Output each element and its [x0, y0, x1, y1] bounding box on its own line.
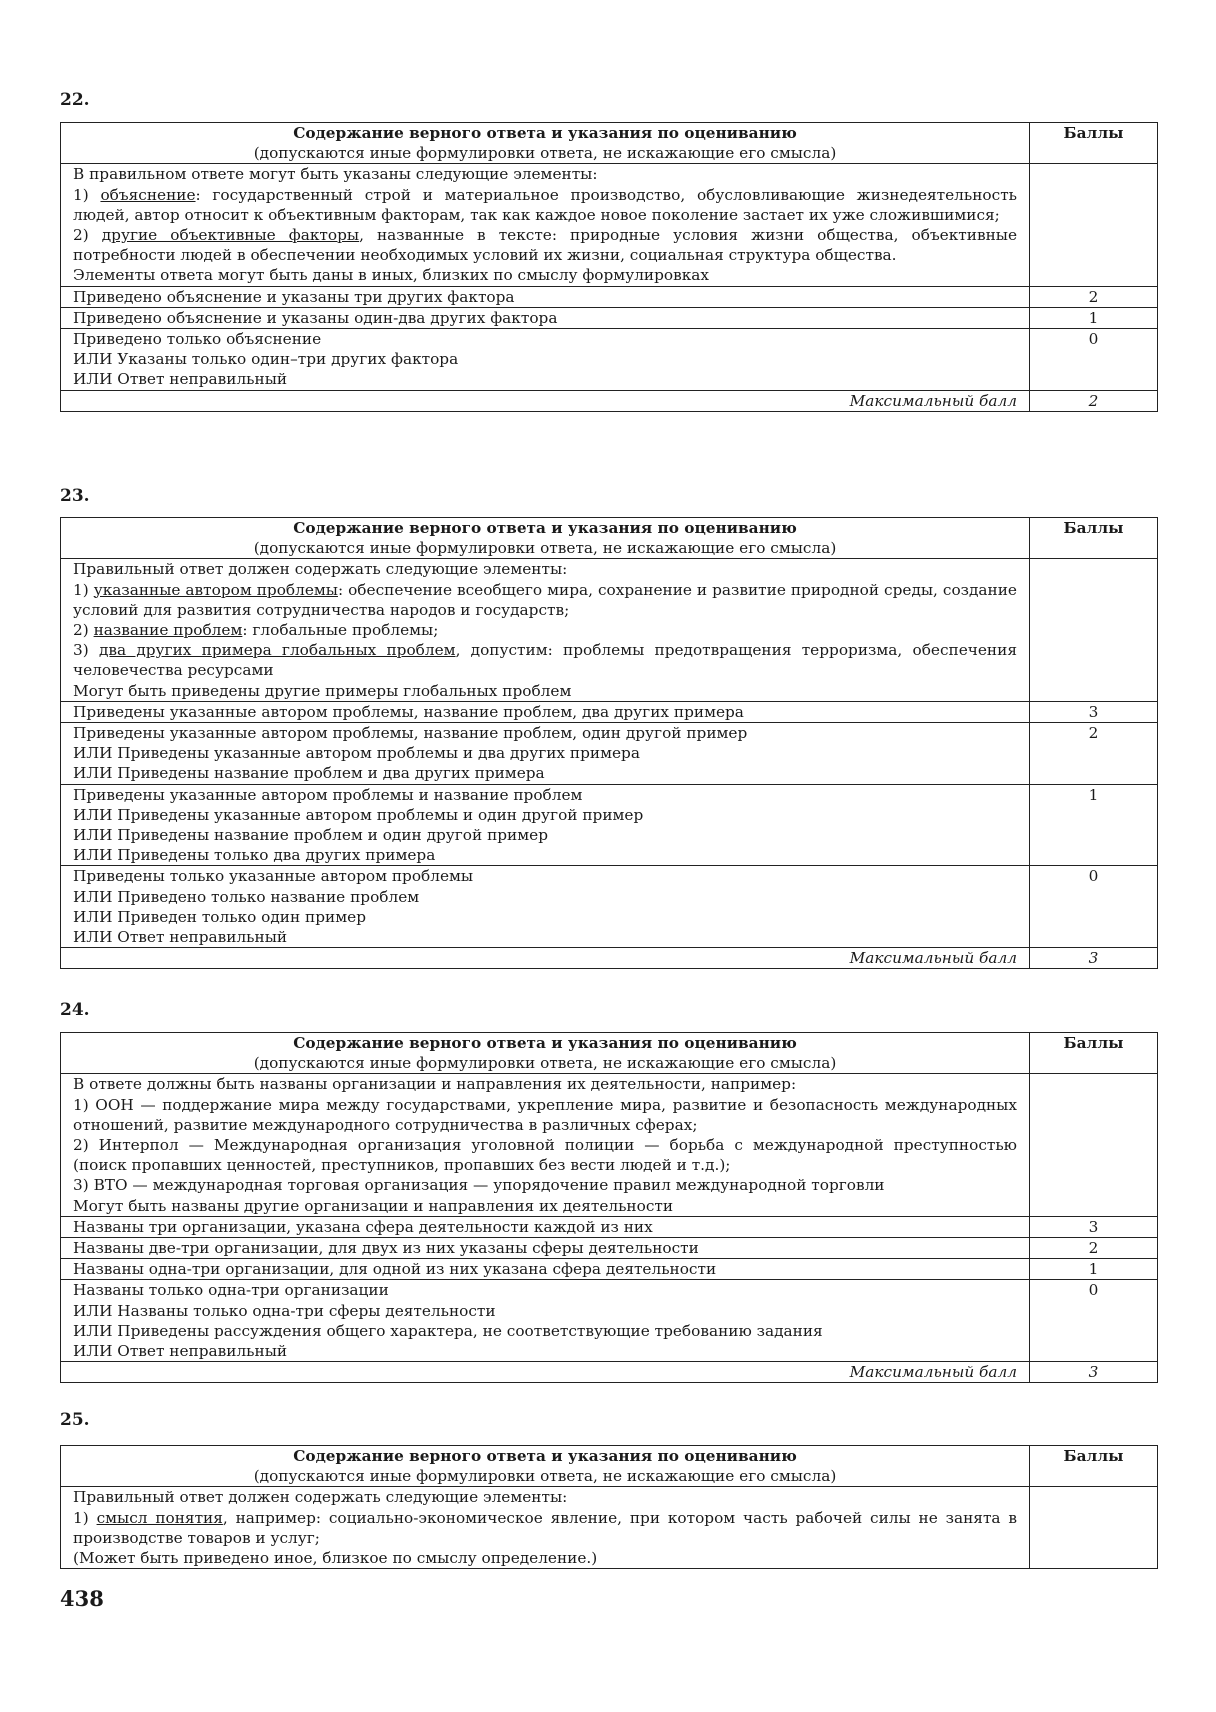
criterion-line: ИЛИ Приведены рассуждения общего характера, не соответствующие требованию задания: [73, 1321, 823, 1340]
criteria-table-22: [60, 122, 1158, 412]
header-main: Содержание верного ответа и указания по оцениванию: [293, 124, 797, 142]
header-sub: (допускаются иные формулировки ответа, не искажающие его смысла): [253, 1467, 837, 1486]
answer-content: [61, 559, 1030, 701]
criterion-row: [61, 866, 1158, 948]
criterion-line: Приведено только объяснение: [73, 330, 322, 349]
content-note: (Может быть приведено иное, близкое по смыслу определение.): [73, 1549, 598, 1568]
content-note: Могут быть приведены другие примеры глобальных проблем: [73, 681, 572, 700]
criterion-text: [61, 1259, 1030, 1280]
criterion-line: ИЛИ Ответ неправильный: [73, 1342, 288, 1361]
answer-content: [61, 164, 1030, 286]
criterion-line: Приведено объяснение и указаны один-два других фактора: [73, 308, 558, 327]
question-number: 25.: [60, 1410, 90, 1430]
content-row: [61, 164, 1158, 286]
content-intro: В правильном ответе могут быть указаны следующие элементы:: [73, 165, 598, 184]
header-cell: [61, 1446, 1030, 1487]
item-number: 1): [73, 185, 89, 204]
item-text: , например: социально-экономическое явление, при котором часть рабочей силы не занята в производстве товаров и услуг;: [73, 1508, 1017, 1547]
criterion-row: [61, 784, 1158, 866]
content-row: [61, 559, 1158, 701]
criterion-line: Приведены только указанные автором проблемы: [73, 867, 474, 886]
criterion-score: 1: [1030, 784, 1158, 866]
item-number: 1): [73, 1508, 89, 1527]
max-score-value: 3: [1030, 1362, 1158, 1383]
criterion-line: ИЛИ Приведены указанные автором проблемы и два других примера: [73, 744, 640, 763]
criterion-row: [61, 286, 1158, 307]
max-score-row: [61, 1362, 1158, 1383]
max-score-row: [61, 390, 1158, 411]
criteria-table-24: [60, 1032, 1158, 1383]
criterion-line: ИЛИ Указаны только один–три других фактора: [73, 350, 459, 369]
item-text: : глобальные проблемы;: [242, 621, 439, 640]
criterion-score: 0: [1030, 329, 1158, 391]
item-number: 2): [73, 226, 89, 245]
header-cell: [61, 518, 1030, 559]
criterion-line: Названы три организации, указана сфера деятельности каждой из них: [73, 1217, 653, 1236]
criterion-row: [61, 1216, 1158, 1237]
page-number: 438: [60, 1586, 104, 1611]
criterion-score: 3: [1030, 701, 1158, 722]
criterion-text: [61, 286, 1030, 307]
max-score-label: Максимальный балл: [61, 948, 1030, 969]
content-item: [73, 185, 1017, 225]
criterion-score: 2: [1030, 286, 1158, 307]
table-header-row: [61, 1446, 1158, 1487]
content-item: [73, 580, 1017, 620]
criterion-text: [61, 784, 1030, 866]
header-main: Содержание верного ответа и указания по оцениванию: [293, 1034, 797, 1052]
criterion-line: Приведены указанные автором проблемы, название проблем, один другой пример: [73, 724, 748, 743]
content-note: Элементы ответа могут быть даны в иных, близких по смыслу формулировках: [73, 266, 710, 285]
content-intro: Правильный ответ должен содержать следующие элементы:: [73, 560, 568, 579]
criterion-line: ИЛИ Ответ неправильный: [73, 370, 288, 389]
criterion-row: [61, 723, 1158, 785]
question-number: 23.: [60, 486, 90, 506]
header-score: Баллы: [1063, 1447, 1124, 1465]
criterion-line: ИЛИ Приведен только один пример: [73, 907, 366, 926]
header-score-cell: [1030, 123, 1158, 164]
criterion-line: Приведено объяснение и указаны три других фактора: [73, 287, 515, 306]
criterion-row: [61, 1280, 1158, 1362]
header-sub: (допускаются иные формулировки ответа, не искажающие его смысла): [253, 1054, 837, 1073]
criterion-row: [61, 329, 1158, 391]
header-cell: [61, 1033, 1030, 1074]
criterion-score: 2: [1030, 1238, 1158, 1259]
criterion-score: 0: [1030, 1280, 1158, 1362]
item-number: 1): [73, 580, 89, 599]
header-score-cell: [1030, 1033, 1158, 1074]
criterion-line: ИЛИ Приведено только название проблем: [73, 887, 420, 906]
item-key: другие объективные факторы: [101, 226, 360, 245]
max-score-row: [61, 948, 1158, 969]
criterion-row: [61, 307, 1158, 328]
header-score: Баллы: [1063, 1034, 1124, 1052]
max-score-value: 2: [1030, 390, 1158, 411]
criterion-text: [61, 329, 1030, 391]
score-cell: [1030, 1074, 1158, 1216]
criterion-line: ИЛИ Ответ неправильный: [73, 928, 288, 947]
max-score-value: 3: [1030, 948, 1158, 969]
criterion-score: 2: [1030, 723, 1158, 785]
criterion-row: [61, 1259, 1158, 1280]
item-key: смысл понятия: [96, 1508, 223, 1527]
content-row: [61, 1487, 1158, 1569]
criteria-table-23: [60, 517, 1158, 969]
content-item: [73, 640, 1017, 680]
header-score: Баллы: [1063, 124, 1124, 142]
header-main: Содержание верного ответа и указания по оцениванию: [293, 1447, 797, 1465]
header-main: Содержание верного ответа и указания по оцениванию: [293, 519, 797, 537]
criterion-line: ИЛИ Приведены название проблем и один другой пример: [73, 826, 548, 845]
content-item: [73, 1508, 1017, 1548]
criterion-text: [61, 1280, 1030, 1362]
answer-content: [61, 1487, 1030, 1569]
content-item: 1) ООН — поддержание мира между государствами, укрепление мира, развитие и безопасность международных отношений, развитие международного сотрудничества в различных сферах;: [73, 1095, 1017, 1134]
header-score-cell: [1030, 1446, 1158, 1487]
criterion-line: Приведены указанные автором проблемы и название проблем: [73, 785, 583, 804]
item-text: , названные в тексте: природные условия жизни общества, объективные потребности людей в обеспечении необходимых условий их жизни, социальная структура общества.: [73, 226, 1017, 265]
score-cell: [1030, 164, 1158, 286]
criterion-line: Приведены указанные автором проблемы, название проблем, два других примера: [73, 702, 744, 721]
content-row: [61, 1074, 1158, 1216]
criterion-line: Названы две-три организации, для двух из них указаны сферы деятельности: [73, 1239, 699, 1258]
header-cell: [61, 123, 1030, 164]
content-intro: В ответе должны быть названы организации и направления их деятельности, например:: [73, 1075, 797, 1094]
score-cell: [1030, 1487, 1158, 1569]
content-item: 2) Интерпол — Международная организация уголовной полиции — борьба с международной преступностью (поиск пропавших ценностей, преступников, пропавших без вести людей и т.д.);: [73, 1136, 1017, 1175]
table-header-row: [61, 1033, 1158, 1074]
table-header-row: [61, 123, 1158, 164]
criterion-score: 1: [1030, 307, 1158, 328]
content-note: Могут быть названы другие организации и направления их деятельности: [73, 1196, 674, 1215]
question-number: 24.: [60, 1000, 90, 1020]
criterion-text: [61, 701, 1030, 722]
criterion-line: ИЛИ Приведены указанные автором проблемы и один другой пример: [73, 805, 644, 824]
criterion-score: 3: [1030, 1216, 1158, 1237]
criterion-score: 0: [1030, 866, 1158, 948]
header-sub: (допускаются иные формулировки ответа, не искажающие его смысла): [253, 539, 837, 558]
item-key: два других примера глобальных проблем: [98, 641, 456, 660]
item-key: объяснение: [100, 185, 196, 204]
criterion-text: [61, 723, 1030, 785]
content-intro: Правильный ответ должен содержать следующие элементы:: [73, 1488, 568, 1507]
item-key: указанные автором проблемы: [93, 580, 338, 599]
criterion-text: [61, 1216, 1030, 1237]
header-score-cell: [1030, 518, 1158, 559]
criterion-score: 1: [1030, 1259, 1158, 1280]
item-number: 3): [73, 641, 89, 660]
content-item: [73, 620, 1017, 640]
criterion-row: [61, 701, 1158, 722]
criteria-table-25: [60, 1445, 1158, 1569]
criterion-line: Названы одна-три организации, для одной из них указана сфера деятельности: [73, 1260, 717, 1279]
question-number: 22.: [60, 90, 90, 110]
item-text: : обеспечение всеобщего мира, сохранение и развитие природной среды, создание условий для развития сотрудничества народов и государств;: [73, 580, 1017, 619]
criterion-row: [61, 1238, 1158, 1259]
table-header-row: [61, 518, 1158, 559]
criterion-line: ИЛИ Приведены только два других примера: [73, 846, 436, 865]
criterion-line: ИЛИ Приведены название проблем и два других примера: [73, 764, 545, 783]
max-score-label: Максимальный балл: [61, 390, 1030, 411]
score-cell: [1030, 559, 1158, 701]
item-text: , допустим: проблемы предотвращения терроризма, обеспечения человечества ресурсами: [73, 641, 1017, 680]
criterion-text: [61, 307, 1030, 328]
content-item: 3) ВТО — международная торговая организация — упорядочение правил международной торговли: [73, 1176, 885, 1195]
header-sub: (допускаются иные формулировки ответа, не искажающие его смысла): [253, 144, 837, 163]
answer-content: [61, 1074, 1030, 1216]
content-item: [73, 225, 1017, 265]
item-text: : государственный строй и материальное производство, обусловливающие жизнедеятельность людей, автор относит к объективным факторам, так как каждое новое поколение застает их уже сложившимися;: [73, 185, 1017, 224]
criterion-line: ИЛИ Названы только одна-три сферы деятельности: [73, 1301, 496, 1320]
criterion-text: [61, 1238, 1030, 1259]
criterion-line: Названы только одна-три организации: [73, 1281, 389, 1300]
item-number: 2): [73, 621, 89, 640]
criterion-text: [61, 866, 1030, 948]
header-score: Баллы: [1063, 519, 1124, 537]
max-score-label: Максимальный балл: [61, 1362, 1030, 1383]
item-key: название проблем: [93, 621, 243, 640]
